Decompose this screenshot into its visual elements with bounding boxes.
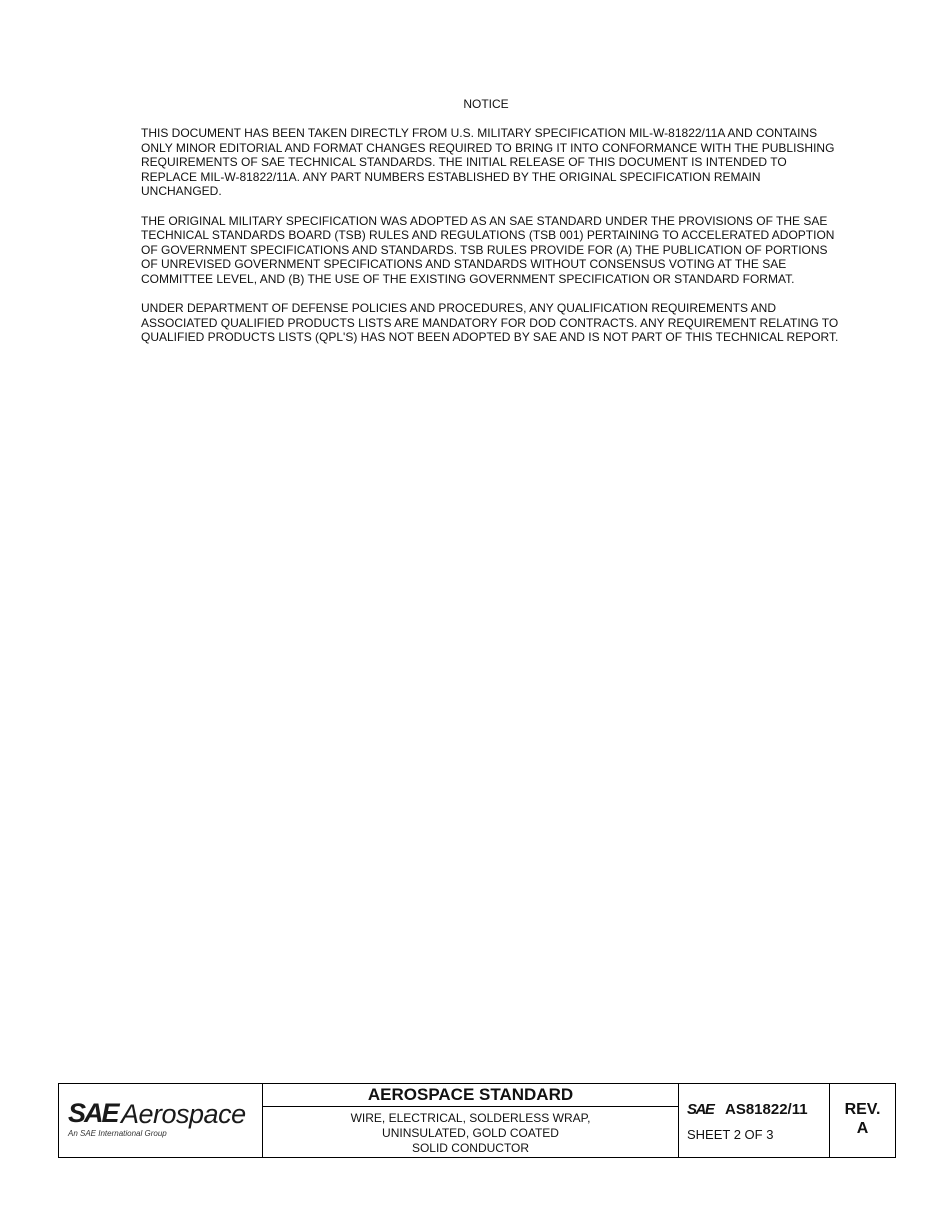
document-number: AS81822/11 [725,1101,808,1118]
standard-heading: AEROSPACE STANDARD [263,1084,678,1107]
notice-paragraph: UNDER DEPARTMENT OF DEFENSE POLICIES AND PROCEDURES, ANY QUALIFICATION REQUIREMENTS AND ASSOCIATED QUALIFIED PRODUCTS LISTS ARE MANDATORY FOR DOD CONTRACTS. ANY REQUIREMENT RELATING TO QUALIFIED PRODUCTS LISTS (QPL'S) HAS NOT BEEN ADOPTED BY SAE AND IS NOT PART OF THIS TECHNICAL REPORT. [141,301,839,345]
notice-paragraph: THE ORIGINAL MILITARY SPECIFICATION WAS ADOPTED AS AN SAE STANDARD UNDER THE PROVISIONS OF THE SAE TECHNICAL STANDARDS BOARD (TSB) RULES AND REGULATIONS (TSB 001) PERTAINING TO ACCELERATED ADOPTION OF GOVERNMENT SPECIFICATIONS AND STANDARDS. TSB RULES PROVIDE FOR (A) THE PUBLICATION OF PORTIONS OF UNREVISED GOVERNMENT SPECIFICATIONS AND STANDARDS WITHOUT CONSENSUS VOTING AT THE SAE COMMITTEE LEVEL, AND (B) THE USE OF THE EXISTING GOVERNMENT SPECIFICATION OR STANDARD FORMAT. [141,213,835,286]
description-line: UNINSULATED, GOLD COATED [382,1126,559,1140]
document-number-cell [679,1084,830,1157]
title-block [58,1083,896,1158]
logo-tagline: An SAE International Group [68,1129,167,1138]
revision-value: A [856,1120,869,1137]
revision-label: REV. [844,1101,881,1118]
sae-logo-small: SAE [687,1101,714,1118]
notice-body [141,126,841,360]
notice-paragraph: THIS DOCUMENT HAS BEEN TAKEN DIRECTLY FROM U.S. MILITARY SPECIFICATION MIL-W-81822/11A AND CONTAINS ONLY MINOR EDITORIAL AND FORMAT CHANGES REQUIRED TO BRING IT INTO CONFORMANCE WITH THE PUBLISHING REQUIREMENTS OF SAE TECHNICAL STANDARDS. THE INITIAL RELEASE OF THIS DOCUMENT IS INTENDED TO REPLACE MIL-W-81822/11A. ANY PART NUMBERS ESTABLISHED BY THE ORIGINAL SPECIFICATION REMAIN UNCHANGED. [141,126,835,199]
logo-sae-mark: SAE [68,1098,118,1128]
description-line: SOLID CONDUCTOR [411,1141,530,1155]
standard-description [263,1107,678,1157]
description-line: WIRE, ELECTRICAL, SOLDERLESS WRAP, [350,1111,591,1125]
revision-cell [830,1084,895,1157]
logo-aerospace-wordmark: Aerospace [121,1099,246,1129]
notice-title: NOTICE [463,97,509,111]
title-center-cell [263,1084,679,1157]
sheet-number: SHEET 2 OF 3 [687,1127,774,1142]
sae-aerospace-logo [59,1084,263,1157]
